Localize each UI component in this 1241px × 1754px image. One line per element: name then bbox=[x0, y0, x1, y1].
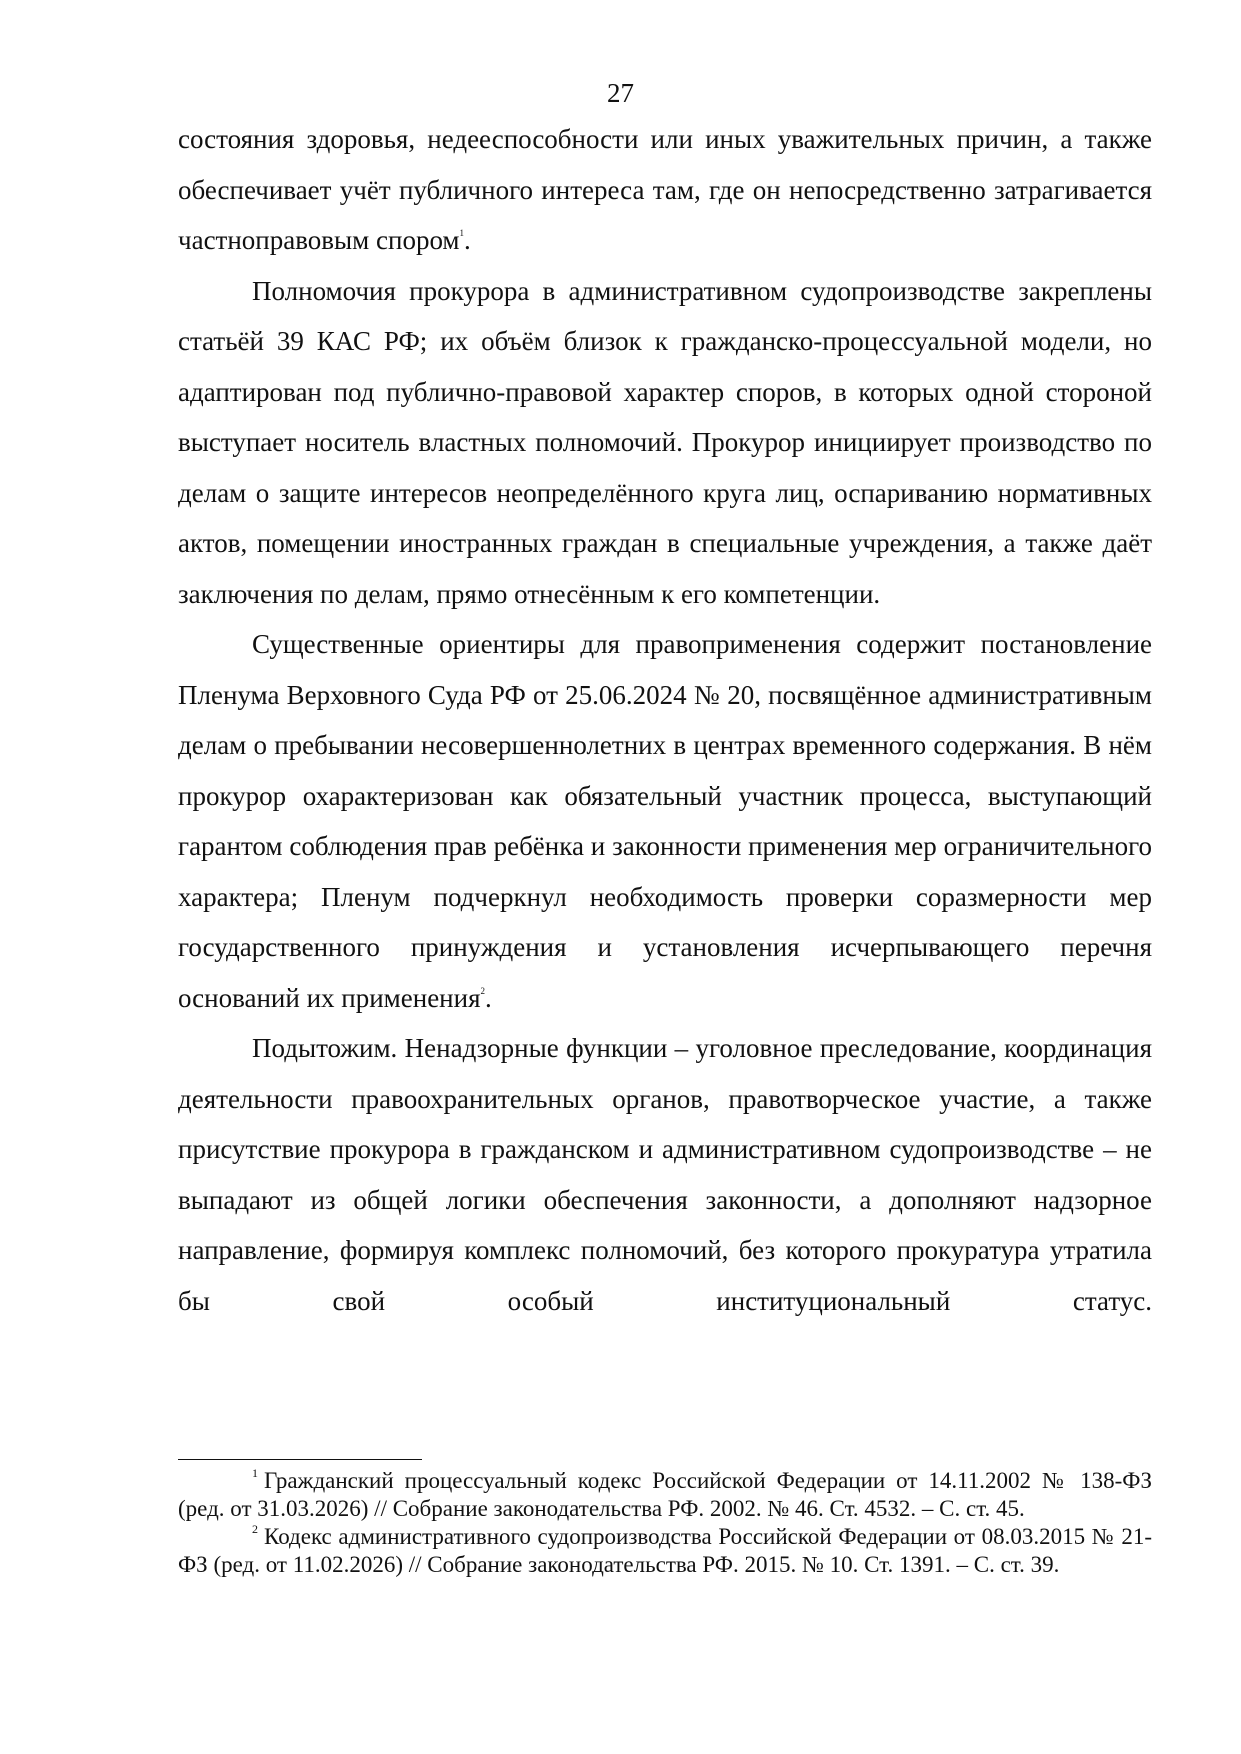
paragraph-text: состояния здоровья, недееспособности или иных уважительных причин, а также обеспечивает учёт публичного интереса там, где он непосредственно затрагивается частноправовым спором bbox=[178, 124, 1152, 255]
main-text bbox=[178, 114, 1152, 1326]
footnote-2 bbox=[178, 1523, 1152, 1579]
paragraph-3 bbox=[178, 619, 1152, 1023]
footnote-reference-1[interactable]: 1 bbox=[459, 228, 465, 238]
footnote-text: Кодекс административного судопроизводства Российской Федерации от 08.03.2015 № 21-ФЗ (ред. от 11.02.2026) // Собрание законодательства РФ. 2015. № 10. Ст. 1391. – С. ст. 39. bbox=[178, 1524, 1152, 1577]
footnote-1 bbox=[178, 1467, 1152, 1523]
paragraph-4: Подытожим. Ненадзорные функции – уголовное преследование, координация деятельности правоохранительных органов, правотворческое участие, а также присутствие прокурора в гражданском и административном судопроизводстве – не выпадают из общей логики обеспечения законности, а дополняют надзорное направление, формируя комплекс полномочий, без которого прокуратура утратила бы свой особый институциональный статус. bbox=[178, 1033, 1152, 1316]
page-number: 27 bbox=[607, 78, 634, 108]
footnote-reference-2[interactable]: 2 bbox=[480, 985, 485, 996]
paragraph-2: Полномочия прокурора в административном судопроизводстве закреплены статьёй 39 КАС РФ; их объём близок к гражданско-процессуальной модели, но адаптирован под публично-правовой характер споров, в которых одной стороной выступает носитель властных полномочий. Прокурор инициирует производство по делам о защите интересов неопределённого круга лиц, оспариванию нормативных актов, помещении иностранных граждан в специальные учреждения, а также даёт заключения по делам, прямо отнесённым к его компетенции. bbox=[178, 275, 1152, 609]
paragraph-tail: . bbox=[464, 225, 471, 255]
paragraph-tail: . bbox=[485, 982, 492, 1013]
footnote-number: 2 bbox=[252, 1522, 258, 1537]
paragraph-1 bbox=[178, 114, 1152, 266]
footnote-number: 1 bbox=[252, 1466, 258, 1481]
footnotes bbox=[178, 1467, 1152, 1579]
footnote-text: Гражданский процессуальный кодекс Российской Федерации от 14.11.2002 № 138-ФЗ (ред. от 31.03.2026) // Собрание законодательства РФ. 2002. № 46. Ст. 4532. – С. ст. 45. bbox=[178, 1468, 1152, 1521]
paragraph-text: Существенные ориентиры для правоприменения содержит постановление Пленума Верховного Суда РФ от 25.06.2024 № 20, посвящённое административным делам о пребывании несовершеннолетних в центрах временного содержания. В нём прокурор охарактеризован как обязательный участник процесса, выступающий гарантом соблюдения прав ребёнка и законности применения мер ограничительного характера; Пленум подчеркнул необходимость проверки соразмерности мер государственного принуждения и установления исчерпывающего перечня оснований их применения bbox=[178, 629, 1152, 1013]
footnote-separator bbox=[178, 1459, 422, 1460]
